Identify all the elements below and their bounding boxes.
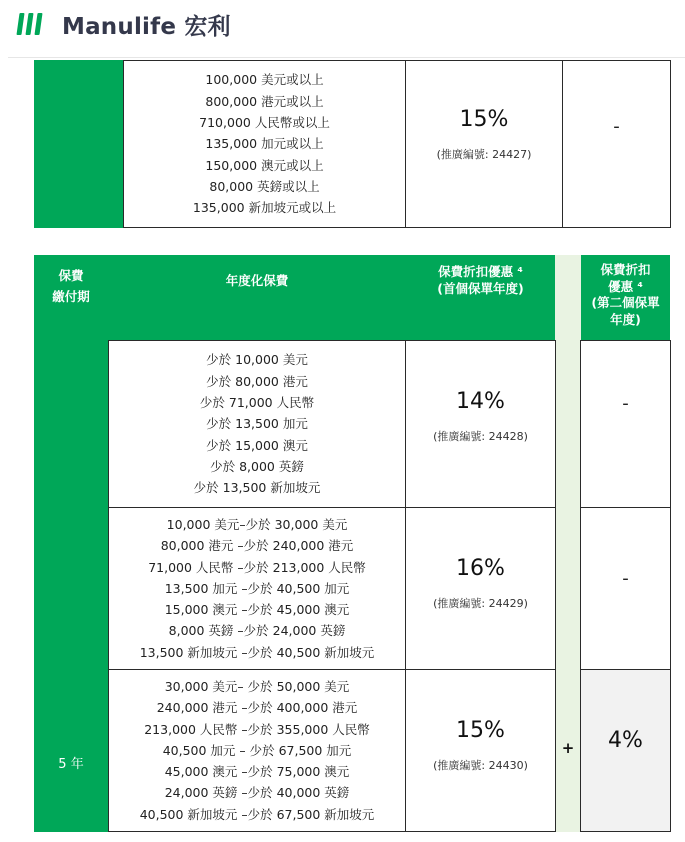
- premium-line: 40,500 加元 – 少於 67,500 加元: [162, 742, 352, 758]
- table-row-discount: [405, 340, 556, 508]
- premium-line: 213,000 人民幣 –少於 355,000 人民幣: [144, 721, 370, 737]
- premium-line: 100,000 美元或以上: [205, 72, 324, 88]
- premium-line: 150,000 澳元或以上: [205, 157, 324, 173]
- plus-column: [555, 255, 581, 832]
- premium-line: 少於 13,500 加元: [206, 416, 308, 432]
- brand-name: Manulife 宏利: [62, 14, 231, 40]
- premium-line: 少於 15,000 澳元: [206, 437, 308, 453]
- header-divider: [8, 57, 685, 58]
- manulife-logo-icon: [18, 13, 44, 35]
- premium-header: 年度化保費: [108, 255, 406, 340]
- promo-code: (推廣編號: 24429): [433, 597, 528, 610]
- premium-line: 80,000 港元 –少於 240,000 港元: [160, 538, 354, 554]
- premium-line: 少於 80,000 港元: [206, 373, 308, 389]
- second-year-header: 保費折扣 優惠 ⁴ (第二個保單 年度): [581, 255, 670, 340]
- premium-line: 45,000 澳元 –少於 75,000 澳元: [164, 764, 350, 780]
- table-row-premium: [108, 507, 406, 670]
- table-row-discount: [405, 507, 556, 670]
- table-row-premium: [108, 340, 406, 508]
- second-year-value: 4%: [608, 728, 643, 753]
- table-row-second-year: [580, 340, 671, 508]
- plus-sign: +: [561, 739, 575, 757]
- premium-line: 少於 71,000 人民幣: [199, 395, 315, 411]
- premium-line: 240,000 港元 –少於 400,000 港元: [156, 700, 358, 716]
- premium-line: 13,500 加元 –少於 40,500 加元: [164, 580, 350, 596]
- premium-line: 710,000 人民幣或以上: [199, 115, 330, 131]
- second-year-value: -: [622, 568, 629, 589]
- premium-line: 135,000 新加坡元或以上: [192, 200, 337, 216]
- discount-value: 14%: [456, 389, 505, 414]
- premium-line: 135,000 加元或以上: [205, 136, 324, 152]
- premium-line: 71,000 人民幣 –少於 213,000 人民幣: [148, 559, 366, 575]
- promo-code: (推廣編號: 24428): [433, 430, 528, 443]
- term-column: [34, 255, 108, 832]
- table-row-discount: [405, 669, 556, 832]
- table-row-second-year: [580, 507, 671, 670]
- table-row-second-year: [580, 669, 671, 832]
- top-premium-cell: [123, 60, 406, 228]
- premium-line: 8,000 英鎊 –少於 24,000 英鎊: [168, 623, 346, 639]
- top-second-cell: [562, 60, 671, 228]
- second-year-value: -: [622, 393, 629, 414]
- second-year-value: -: [613, 116, 620, 137]
- promo-code: (推廣編號: 24430): [433, 759, 528, 772]
- premium-line: 40,500 新加坡元 –少於 67,500 新加坡元: [139, 806, 375, 822]
- premium-line: 80,000 英鎊或以上: [209, 178, 320, 194]
- premium-line: 13,500 新加坡元 –少於 40,500 新加坡元: [139, 644, 375, 660]
- discount-value: 16%: [456, 556, 505, 581]
- premium-line: 24,000 英鎊 –少於 40,000 英鎊: [164, 785, 350, 801]
- premium-line: 少於 10,000 美元: [206, 352, 308, 368]
- premium-line: 少於 13,500 新加坡元: [193, 480, 321, 496]
- promo-code: (推廣編號: 24427): [436, 148, 532, 161]
- premium-line: 少於 8,000 英鎊: [210, 458, 304, 474]
- premium-line: 800,000 港元或以上: [205, 93, 324, 109]
- page-header: [0, 0, 685, 50]
- table-row-premium: [108, 669, 406, 832]
- premium-line: 15,000 澳元 –少於 45,000 澳元: [164, 602, 350, 618]
- term-header: 保費 繳付期: [52, 268, 90, 304]
- premium-line: 10,000 美元–少於 30,000 美元: [166, 516, 348, 532]
- top-discount-cell: [405, 60, 563, 228]
- top-term-cell: [34, 60, 123, 228]
- discount-value: 15%: [456, 718, 505, 743]
- term-value: 5 年: [58, 757, 84, 772]
- first-year-header: 保費折扣優惠 ⁴ (首個保單年度): [406, 255, 555, 340]
- discount-value: 15%: [459, 107, 509, 132]
- premium-line: 30,000 美元– 少於 50,000 美元: [164, 678, 350, 694]
